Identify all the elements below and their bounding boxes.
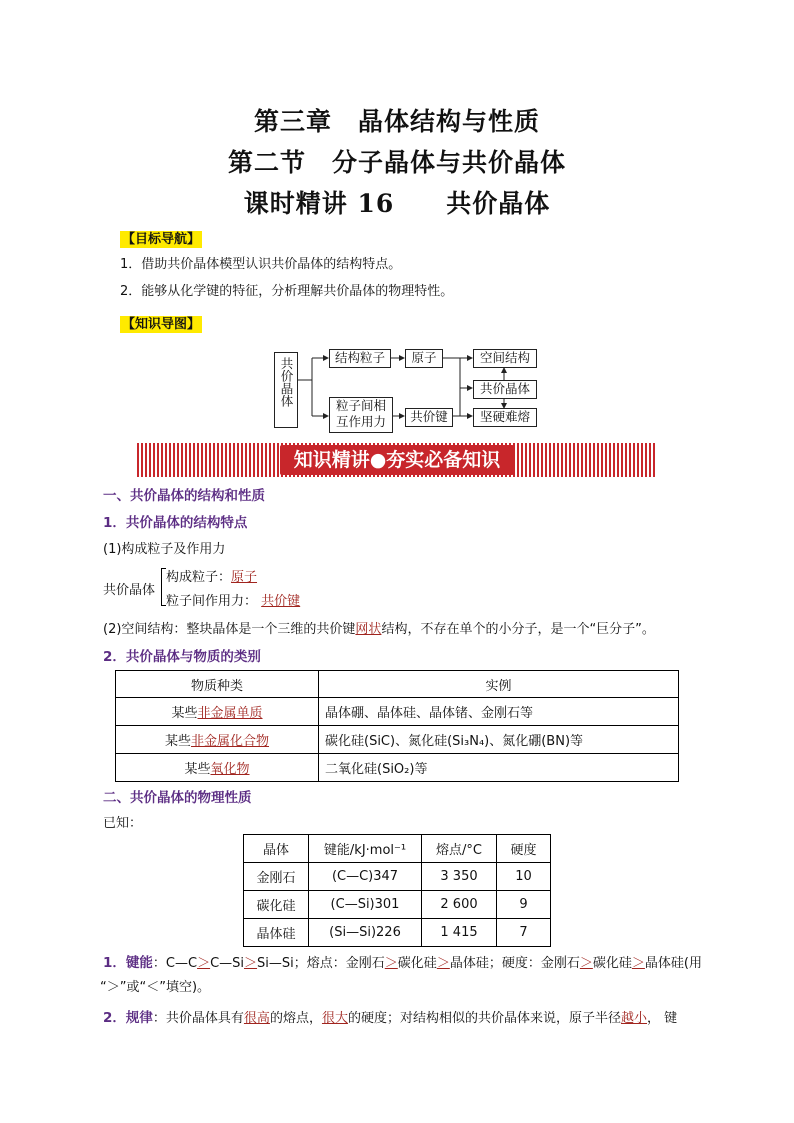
table-row: [116, 754, 679, 782]
table-row: [244, 919, 551, 947]
table2-cell: (Si—Si)226: [309, 919, 422, 947]
map-node-atom: 原子: [405, 349, 443, 368]
table1-example: 碳化硅(SiC)、氮化硅(Si₃N₄)、氮化硼(BN)等: [319, 726, 679, 754]
table-row: [116, 698, 679, 726]
q1-text: 晶体硅；硬度：金刚石: [449, 956, 580, 971]
table1-example: 晶体硼、晶体硅、晶体锗、金刚石等: [319, 698, 679, 726]
map-root-label: 共价晶体: [279, 357, 294, 407]
brace-row-2: [166, 590, 300, 609]
table-row: [244, 891, 551, 919]
q2-answer: 越小: [620, 1011, 647, 1026]
row-prefix: 某些: [164, 734, 191, 749]
table2-cell: 1 415: [422, 919, 497, 947]
q1-text: 碳化硅: [592, 956, 632, 971]
sec1-heading: 一、共价晶体的结构和性质: [103, 488, 265, 504]
table2-cell: 2 600: [422, 891, 497, 919]
table2-cell: 碳化硅: [244, 891, 309, 919]
q2-text: 的硬度；对结构相似的共价晶体来说，原子半径: [347, 1011, 621, 1026]
table1-cell: [116, 726, 319, 754]
map-tag: 【知识导图】: [122, 317, 201, 332]
table2-cell: 晶体硅: [244, 919, 309, 947]
lesson-title: 课时精讲 16 共价晶体: [243, 189, 551, 218]
q2-text: 的熔点，: [269, 1011, 322, 1026]
q1-label: 1．键能: [103, 955, 153, 971]
goal-item-2: 2．能够从化学键的特征，分析理解共价晶体的物理特性。: [120, 284, 454, 299]
map-node-interaction: 粒子间相互作用力: [329, 397, 393, 433]
table1-example: 二氧化硅(SiO₂)等: [319, 754, 679, 782]
table2-cell: 10: [497, 863, 551, 891]
row-answer: 非金属化合物: [191, 734, 270, 749]
map-node-spatial-structure: 空间结构: [473, 349, 537, 368]
row2-label: 粒子间作用力：: [166, 594, 258, 609]
q1-text: 碳化硅: [397, 956, 437, 971]
table2-header-1: 键能/kJ·mol⁻¹: [309, 835, 422, 863]
row1-answer: 原子: [231, 570, 258, 585]
table2-cell: (C—Si)301: [309, 891, 422, 919]
map-node-structural-particle: 结构粒子: [329, 349, 391, 368]
sec1-p2: [103, 618, 655, 637]
q1-answer: ＞: [244, 956, 258, 971]
q1-answer: ＞: [579, 956, 593, 971]
table2-cell: 金刚石: [244, 863, 309, 891]
row2-answer: 共价键: [261, 594, 301, 609]
table2-cell: 9: [497, 891, 551, 919]
map-node-covalent-crystal: 共价晶体: [473, 380, 537, 399]
table1-cell: [116, 754, 319, 782]
question-1: [103, 951, 733, 971]
row-prefix: 某些: [171, 706, 198, 721]
table-row: [116, 726, 679, 754]
table2-cell: 3 350: [422, 863, 497, 891]
map-root: [274, 352, 298, 428]
q1-answer: ＞: [631, 956, 645, 971]
section-banner: [137, 443, 657, 477]
table1-cell: [116, 698, 319, 726]
table1-header-0: 物质种类: [116, 671, 319, 698]
row-answer: 氧化物: [210, 762, 250, 777]
map-node-covalent-bond: 共价键: [405, 408, 453, 427]
goal-tag: 【目标导航】: [122, 232, 201, 247]
question-2: [103, 1006, 733, 1026]
table-row: [244, 863, 551, 891]
p2-text-a: (2)空间结构：整块晶体是一个三维的共价键: [103, 622, 356, 637]
map-node-hard-refractory: 坚硬难熔: [473, 408, 537, 427]
goal-item-1: 1．借助共价晶体模型认识共价晶体的结构特点。: [120, 257, 402, 272]
q1-text: Si—Si；熔点：金刚石: [257, 956, 385, 971]
q2-label: 2．规律: [103, 1010, 153, 1026]
q2-answer: 很大: [321, 1011, 348, 1026]
sec1-sub2: 2．共价晶体与物质的类别: [103, 649, 261, 665]
q2-answer: 很高: [243, 1011, 270, 1026]
banner-text: 知识精讲●夯实必备知识: [280, 445, 514, 475]
q1-answer: ＞: [197, 956, 211, 971]
chapter-title: 第三章 晶体结构与性质: [253, 107, 540, 136]
q2-text: ， 键: [647, 1011, 678, 1026]
table2-header-3: 硬度: [497, 835, 551, 863]
p2-text-b: 结构，不存在单个的小分子，是一个“巨分子”。: [381, 622, 655, 637]
sec2-known: 已知：: [103, 816, 143, 831]
q1-answer: ＞: [384, 956, 398, 971]
p2-answer: 网状: [355, 622, 382, 637]
sec1-sub1: 1．共价晶体的结构特点: [103, 515, 248, 531]
q2-text: ：共价晶体具有: [152, 1011, 244, 1026]
q1-text: 晶体硅(用: [644, 956, 702, 971]
brace-label: 共价晶体: [103, 583, 156, 598]
sec2-heading: 二、共价晶体的物理性质: [103, 790, 252, 806]
table2-header-2: 熔点/°C: [422, 835, 497, 863]
table2-header-0: 晶体: [244, 835, 309, 863]
q1-text: ：C—C: [152, 956, 198, 971]
row1-label: 构成粒子：: [166, 570, 232, 585]
table1-header-1: 实例: [319, 671, 679, 698]
brace-row-1: [166, 566, 257, 585]
table2-cell: 7: [497, 919, 551, 947]
row-answer: 非金属单质: [197, 706, 263, 721]
category-table: [115, 670, 679, 782]
property-table: [243, 834, 551, 947]
row-prefix: 某些: [184, 762, 211, 777]
q1-text: C—Si: [210, 956, 245, 971]
section-title: 第二节 分子晶体与共价晶体: [227, 148, 566, 177]
q1-line2: “＞”或“＜”填空)。: [100, 980, 211, 995]
sec1-p1: (1)构成粒子及作用力: [103, 542, 226, 557]
q1-answer: ＞: [436, 956, 450, 971]
table2-cell: (C—C)347: [309, 863, 422, 891]
